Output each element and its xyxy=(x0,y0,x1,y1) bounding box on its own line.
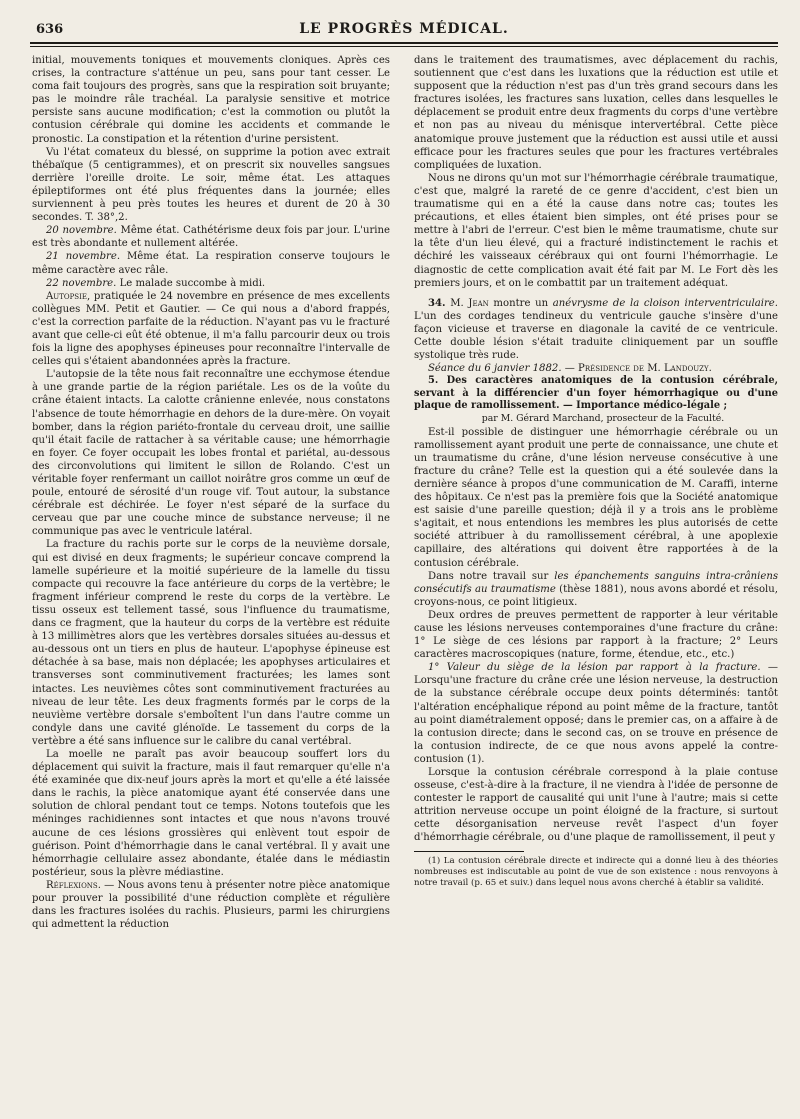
paragraph-text: , pratiquée le 24 novembre en présence de mes excellents collègues MM. Petit et Gautier. — Ce qui nous a d'abord frappés, c'est la correction parfaite de la réduction. N'ayant pas vu le fracturé avant que celle-ci eût été obtenue, il m'a fallu parcourir deux ou trois fois la ligne des apophyses épineuses pour reconnaître l'intervalle de celles qui s'étaient abandonnées après la fracture. xyxy=(32,290,390,368)
session-date: Séance du 6 janvier 1882. xyxy=(428,363,562,375)
running-title: LE PROGRÈS MÉDICAL. xyxy=(299,21,509,37)
paragraph-text: montre un xyxy=(488,297,553,309)
paragraph xyxy=(32,879,390,931)
footnote-rule xyxy=(414,851,524,852)
paragraph: La fracture du rachis porte sur le corps de la neuvième dorsale, qui est divisé en deux fragments; le supérieur concave comprend la lamelle supérieure et la moitié supérieure de la lamelle du tissu compacte qui recouvre la face antérieure du corps de la vertèbre; le fragment inférieur comprend le reste du corps de la vertèbre. Le tissu osseux est tellement tassé, sous l'influence du traumatisme, dans ce fragment, que la hauteur du corps de la vertèbre est réduite à 13 millimètres alors que les vertèbres dorsales situées au-dessus et au-dessous ont un tiers en plus de hauteur. L'apophyse épineuse est détachée à sa base, mais non déplacée; les apophyses articulaires et transverses sont comminutivement fracturées; les lames sont intactes. Les neuvièmes côtes sont comminutivement fracturées au niveau de leur tête. Les deux fragments formés par le corps de la neuvième vertèbre dorsale s'emboîtent l'un dans l'autre comme un condyle dans une cavité glénoïde. Le tassement du corps de la vertèbre a été sans influence sur le calibre du canal vertébral. xyxy=(32,539,390,747)
italic-text: anévrysme de la cloison interventriculaire xyxy=(552,297,775,309)
session-presidency: — Présidence de M. Landouzy. xyxy=(561,363,712,375)
paragraph: L'autopsie de la tête nous fait reconnaître une ecchymose étendue à une grande partie de la région pariétale. Les os de la voûte du crâne étaient intacts. La calotte crânienne enlevée, nous constatons l'absence de toute hémorrhagie en dehors de la dure-mère. On voyait bomber, dans la région pariéto-frontale du cerveau droit, une saillie qu'il était facile de rattacher à sa véritable cause; une hémorrhagie en foyer. Ce foyer occupait les lobes frontal et pariétal, au-dessous des circonvolutions qui limitent le sillon de Rolando. C'est un véritable foyer renfermant un caillot noirâtre gros comme un œuf de poule, entouré de sérosité d'un rouge vif. Tout autour, la substance cérébrale est déchirée. Le foyer n'est séparé de la surface du cerveau que par une couche mince de substance nerveuse; il ne communique pas avec le ventricule latéral. xyxy=(32,369,390,538)
paragraph-text: — Lorsqu'une fracture du crâne crée une lésion nerveuse, la destruction de la substance cérébrale occupe deux points déterminés: tantôt l'altération encéphalique répond au point même de la fracture, tantôt au point diamétralement opposé; dans le premier cas, on a affaire à de la contusion directe; dans le second cas, on se trouve en présence de la contusion indirecte, de ce que nous avons appelé la contre-contusion (1). xyxy=(414,662,778,765)
footnote: (1) La contusion cérébrale directe et indirecte qui a donné lieu à des théories nombreuses est indiscutable au point de vue de son existence : nous renvoyons à notre travail (p. 65 et suiv.) dans lequel nous avons cherché à établir sa validité. xyxy=(414,855,778,888)
item-author: M. Jean xyxy=(445,297,489,309)
date: 21 novembre. xyxy=(46,251,121,263)
item-number: 34. xyxy=(428,297,446,309)
paragraph: dans le traitement des traumatismes, avec déplacement du rachis, soutiennent que c'est dans les luxations que la réduction est utile et supposent que la réduction n'est pas d'un très grand secours dans les fractures isolées, les fractures sans luxation, celles dans lesquelles le déplacement se produit entre deux fragments du corps d'une vertèbre et non pas au niveau du ménisque intervertébral. Cette pièce anatomique prouve justement que la réduction est aussi utile et aussi efficace pour les fractures seules que pour les fractures vertébrales compliquées de luxation. xyxy=(414,55,778,171)
paragraph-text: Dans notre travail sur xyxy=(428,570,555,582)
section-label: Réflexions. xyxy=(46,879,101,891)
date: 20 novembre. xyxy=(46,225,117,237)
page-header xyxy=(30,18,778,40)
paragraph xyxy=(32,290,390,369)
date: 22 novembre. xyxy=(46,277,117,289)
italic-text: les épanchements sanguins intra-crâniens consécutifs au traumatisme xyxy=(414,570,778,595)
right-column xyxy=(414,54,778,1089)
section-label: Autopsie xyxy=(46,290,87,302)
paragraph xyxy=(414,661,778,766)
paragraph: Vu l'état comateux du blessé, on supprime la potion avec extrait thébaïque (5 centigrammes), et on prescrit six nouvelles sangsues derrière l'oreille droite. Le soir, même état. Les attaques épileptiformes ont été plus fréquentes dans la journée; elles surviennent à peu près toutes les heures et durent de 20 à 30 secondes. T. 38°,2. xyxy=(32,146,390,224)
session-line xyxy=(414,362,778,375)
header-rule-thin xyxy=(30,46,778,47)
paragraph-text: (thèse 1881), nous avons abordé et résolu, croyons-nous, ce point litigieux. xyxy=(414,583,778,608)
byline: par M. Gérard Marchand, prosecteur de la Faculté. xyxy=(481,413,725,425)
page-number: 636 xyxy=(36,22,64,37)
paragraph: Est-il possible de distinguer une hémorrhagie cérébrale ou un ramollissement ayant produit une perte de connaissance, une chute et un traumatisme du crâne, d'une lésion nerveuse consécutive à une fracture du crâne? Telle est la question qui a été soulevée dans la dernière séance à propos d'une communication de M. Caraffi, interne des hôpitaux. Ce n'est pas la première fois que la Société anatomique est saisie d'une pareille question; déjà il y a trois ans le problème s'agitait, et nous entendions les membres les plus autorisés de cette société attribuer à du ramollissement cérébral, à une apoplexie capillaire, des altérations qui doivent être rapportées à de la contusion cérébrale. xyxy=(414,426,778,569)
paragraph xyxy=(414,570,778,609)
paragraph: La moelle ne paraît pas avoir beaucoup souffert lors du déplacement qui suivit la fracture, mais il faut remarquer qu'elle n'a été examinée que dix-neuf jours après la mort et qu'elle a été laissée dans le rachis, la pièce anatomique ayant été conservée dans une solution de chloral pendant tout ce temps. Notons toutefois que les méninges rachidiennes sont intactes et que nous n'avons trouvé aucune de ces lésions grossières qui enlèvent tout espoir de guérison. Point d'hémorrhagie dans le canal vertébral. Il y avait une hémorrhagie cellulaire assez abondante, étalée dans le médiastin postérieur, sous la plèvre médiastine. xyxy=(32,748,390,878)
paragraph-text: Même état. Cathétérisme deux fois par jour. L'urine est très abondante et nullement altérée. xyxy=(32,225,390,250)
paragraph: Lorsque la contusion cérébrale correspond à la plaie contuse osseuse, c'est-à-dire à la fracture, il ne viendra à l'idée de personne de contester le rapport de causalité qui unit l'une à l'autre; mais si cette attrition nerveuse occupe un point éloigné de la fracture, si surtout cette désorganisation nerveuse revêt l'aspect d'un foyer d'hémorrhagie cérébrale, ou d'une plaque de ramollissement, il peut y xyxy=(414,767,778,844)
paragraph xyxy=(414,297,778,362)
left-column xyxy=(32,54,390,1089)
paragraph-text: Le malade succombe à midi. xyxy=(116,277,266,289)
paragraph-text: — Nous avons tenu à présenter notre pièce anatomique pour prouver la possibilité d'une réduction complète et régulière dans les fractures isolées du rachis. Plusieurs, parmi les chirurgiens qui admettent la réduction xyxy=(32,879,390,931)
paragraph: Nous ne dirons qu'un mot sur l'hémorrhagie cérébrale traumatique, c'est que, malgré la rareté de ce genre d'accident, c'est bien un traumatisme qui en a été la cause dans notre cas; toutes les précautions, et elles étaient bien simples, ont été prises pour se mettre à l'abri de l'erreur. C'est bien le même traumatisme, chute sur la tête d'un lieu élevé, qui a fracturé indistinctement le rachis et déchiré les vaisseaux cérébraux qui ont fourni l'hémorrhagie. Le diagnostic de cette complication avait été fait par M. Le Fort dès les premiers jours, et on le combattit par un traitement adéquat. xyxy=(414,172,778,289)
paragraph-text: Même état. La respiration conserve toujours le même caractère avec râle. xyxy=(32,251,390,276)
paragraph xyxy=(32,250,390,276)
header-rule xyxy=(30,42,778,44)
paragraph: Deux ordres de preuves permettent de rapporter à leur véritable cause les lésions nerveuses contemporaines d'une fracture du crâne: 1° Le siège de ces lésions par rapport à la fracture; 2° Leurs caractères macroscopiques (nature, forme, étendue, etc., etc.) xyxy=(414,609,778,661)
paragraph: initial, mouvements toniques et mouvements cloniques. Après ces crises, la contracture s'atténue un peu, sans pour tant cesser. Le coma fait toujours des progrès, sans que la respiration soit bruyante; pas le moindre râle trachéal. La paralysie sensitive et motrice persiste sans aucune modification; c'est la commotion ou plutôt la contusion cérébrale qui domine les accidents et commande le pronostic. La constipation et la rétention d'urine persistent. xyxy=(32,55,390,145)
paragraph xyxy=(32,224,390,250)
article-title: 5. Des caractères anatomiques de la contusion cérébrale, servant à la différencier d'un foyer hémorrhagique ou d'une plaque de ramollissement. — Importance médico-légale ; xyxy=(414,375,778,412)
paragraph-text: . L'un des cordages tendineux du ventricule gauche s'insère d'une façon vicieuse et traverse en diagonale la cavité de ce ventricule. Cette double lésion s'était traduite cliniquement par un souffle systolique très rude. xyxy=(414,297,778,362)
paragraph xyxy=(32,277,390,290)
italic-text: 1° Valeur du siège de la lésion par rapport à la fracture. xyxy=(428,662,761,674)
